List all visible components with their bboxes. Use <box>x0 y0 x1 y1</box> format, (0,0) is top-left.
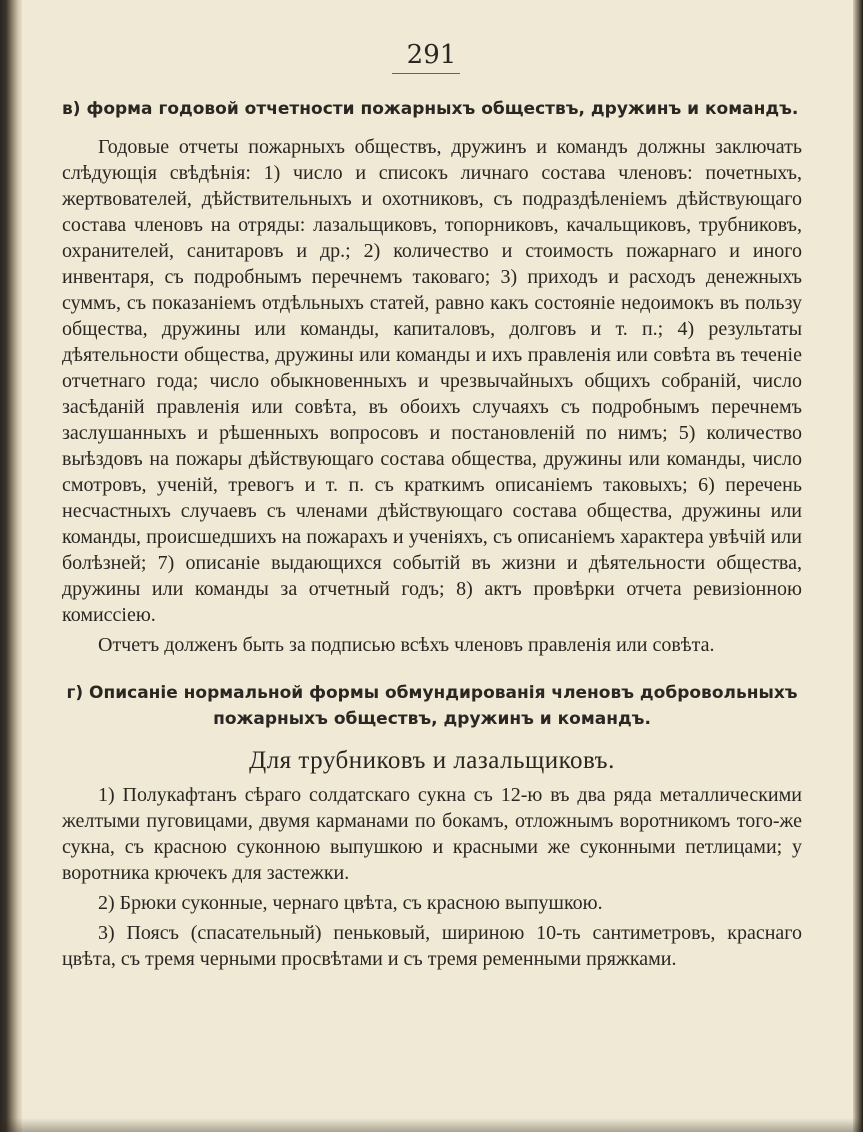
section-g-subheading: Для трубниковъ и лазальщиковъ. <box>249 747 615 774</box>
binding-edge <box>0 0 22 1132</box>
page-bottom-shadow <box>0 1118 863 1132</box>
page-content <box>62 92 802 972</box>
section-g-paragraph-3: 3) Поясъ (спасательный) пеньковый, шириною 10-ть сантиметровъ, краснаго цвѣта, съ тремя черными просвѣтами и съ тремя ременными пряжками. <box>62 922 802 970</box>
page-number-underline <box>392 73 460 74</box>
page-number: 291 <box>406 40 457 70</box>
section-g-heading-line-2: пожарныхъ обществъ, дружинъ и командъ. <box>213 709 651 729</box>
section-g-heading-line-1: г) Описаніе нормальной формы обмундированія членовъ добровольныхъ <box>66 683 798 703</box>
section-v-paragraph-2: Отчетъ долженъ быть за подписью всѣхъ членовъ правленія или совѣта. <box>98 634 715 656</box>
section-v-paragraph-1: Годовые отчеты пожарныхъ обществъ, дружинъ и командъ должны заключать слѣдующія свѣдѣнія: 1) число и списокъ личнаго состава членовъ: почетныхъ, жертвователей, дѣйствительныхъ и охотниковъ, съ подраздѣленіемъ дѣйствующаго состава членовъ на отряды: лазальщиковъ, топорниковъ, качальщиковъ, трубниковъ, охранителей, санитаровъ и др.; 2) количество и стоимость пожарнаго и иного инвентаря, съ подробнымъ перечнемъ таковаго; 3) приходъ и расходъ денежныхъ суммъ, съ показаніемъ отдѣльныхъ статей, равно какъ состояніе недоимокъ въ пользу общества, дружины или команды, капиталовъ, долговъ и т. п.; 4) результаты дѣятельности общества, дружины или команды и ихъ правленія или совѣта въ теченіе отчетнаго года; число обыкновенныхъ и чрезвычайныхъ общихъ собраній, число засѣданій правленія или совѣта, въ обоихъ случаяхъ съ подробнымъ перечнемъ заслушанныхъ и рѣшенныхъ вопросовъ и постановленій по нимъ; 5) количество выѣздовъ на пожары дѣйствующаго состава общества, дружины или команды, число смотровъ, ученій, тревогъ и т. п. съ краткимъ описаніемъ таковыхъ; 6) перечень несчастныхъ случаевъ съ членами дѣйствующаго состава общества, дружины или команды, происшедшихъ на пожарахъ и ученіяхъ, съ описаніемъ характера увѣчій или болѣзней; 7) описаніе выдающихся событій въ жизни и дѣятельности общества, дружины или команды за отчетный годъ; 8) актъ провѣрки отчета ревизіонною комиссіею. <box>62 136 802 626</box>
page-edge <box>853 0 863 1132</box>
section-g-paragraph-2: 2) Брюки суконные, чернаго цвѣта, съ красною выпушкою. <box>98 892 603 914</box>
section-g-paragraph-1: 1) Полукафтанъ сѣраго солдатскаго сукна съ 12-ю въ два ряда металлическими желтыми пуговицами, двумя карманами по бокамъ, отложнымъ воротникомъ того-же сукна, съ красною суконною выпушкою и красными же суконными петлицами; у воротника крючекъ для застежки. <box>62 784 802 884</box>
section-v-heading: в) форма годовой отчетности пожарныхъ обществъ, дружинъ и командъ. <box>62 99 799 119</box>
